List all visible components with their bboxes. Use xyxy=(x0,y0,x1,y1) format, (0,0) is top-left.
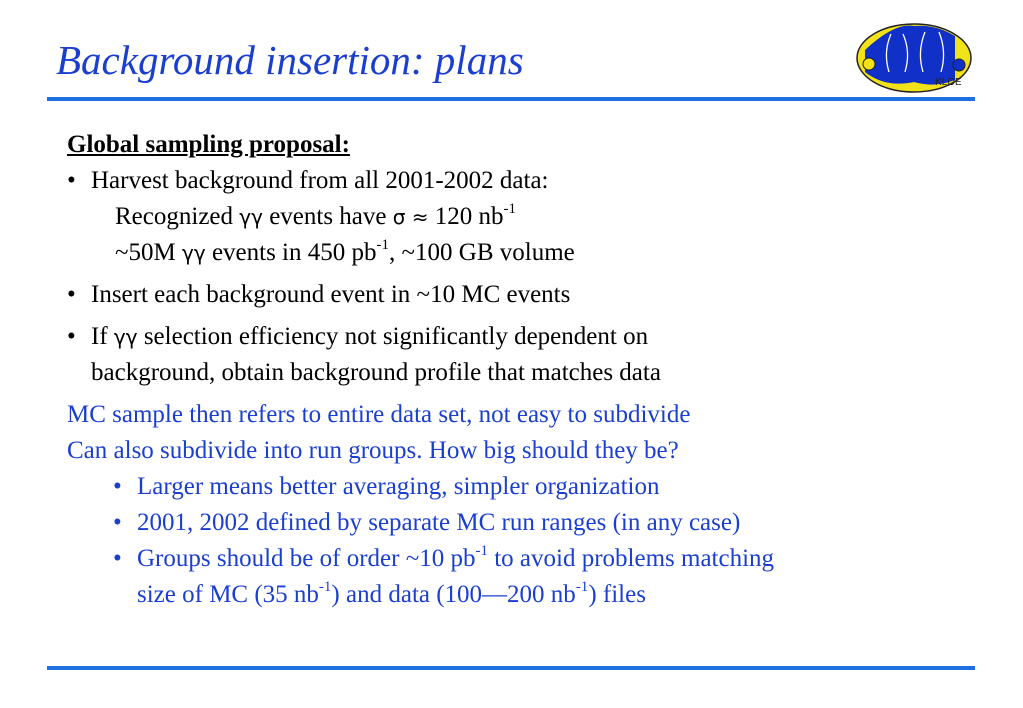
bullet-dot: • xyxy=(67,281,76,308)
section-heading: Global sampling proposal: xyxy=(67,131,350,158)
bullet-dot: • xyxy=(113,509,122,536)
logo-text: KLOE xyxy=(935,77,962,88)
note-line: Can also subdivide into run groups. How big should they be? xyxy=(67,437,679,464)
sub-bullet: • 2001, 2002 defined by separate MC run ranges (in any case) xyxy=(113,505,774,541)
bullet-efficiency-line2: background, obtain background profile that matches data xyxy=(91,359,661,386)
footer-divider xyxy=(47,666,975,670)
bullet-harvest-line2: Recognized γγ events have σ ≈ 120 $nb^{-1}$ xyxy=(115,200,517,230)
sub-bullet-line2: size of MC (35 $nb^{-1}$) and data (100—200 $nb^{-1}$) files xyxy=(137,578,646,608)
gamma-gamma-symbol: γγ xyxy=(239,205,263,229)
bullet-efficiency: • If γγ selection efficiency not significantly dependent on xyxy=(67,319,774,355)
slide-body xyxy=(67,127,774,613)
slide-title: Background insertion: plans xyxy=(56,37,524,83)
bullet-dot: • xyxy=(67,167,76,194)
title-divider xyxy=(47,97,975,101)
sub-bullet: • Groups should be of order ~10 $pb^{-1}$ to avoid problems matching xyxy=(113,541,774,577)
gamma-gamma-symbol: γγ xyxy=(182,241,206,265)
sigma-approx-symbol: σ ≈ xyxy=(392,205,429,229)
bullet-dot: • xyxy=(113,545,122,572)
note-line: MC sample then refers to entire data set, not easy to subdivide xyxy=(67,401,691,428)
sub-bullet: • Larger means better averaging, simpler organization xyxy=(113,469,774,505)
kloe-logo xyxy=(855,22,973,94)
bullet-harvest-line3: ~50M γγ events in 450 $pb^{-1}$, ~100 GB volume xyxy=(115,236,575,266)
bullet-dot: • xyxy=(113,473,122,500)
gamma-gamma-symbol: γγ xyxy=(113,325,138,349)
notes-block xyxy=(67,397,774,613)
bullet-insert: • Insert each background event in ~10 MC events xyxy=(67,277,774,313)
bullet-harvest: • Harvest background from all 2001-2002 data: xyxy=(67,163,774,199)
bullet-dot: • xyxy=(67,323,76,350)
